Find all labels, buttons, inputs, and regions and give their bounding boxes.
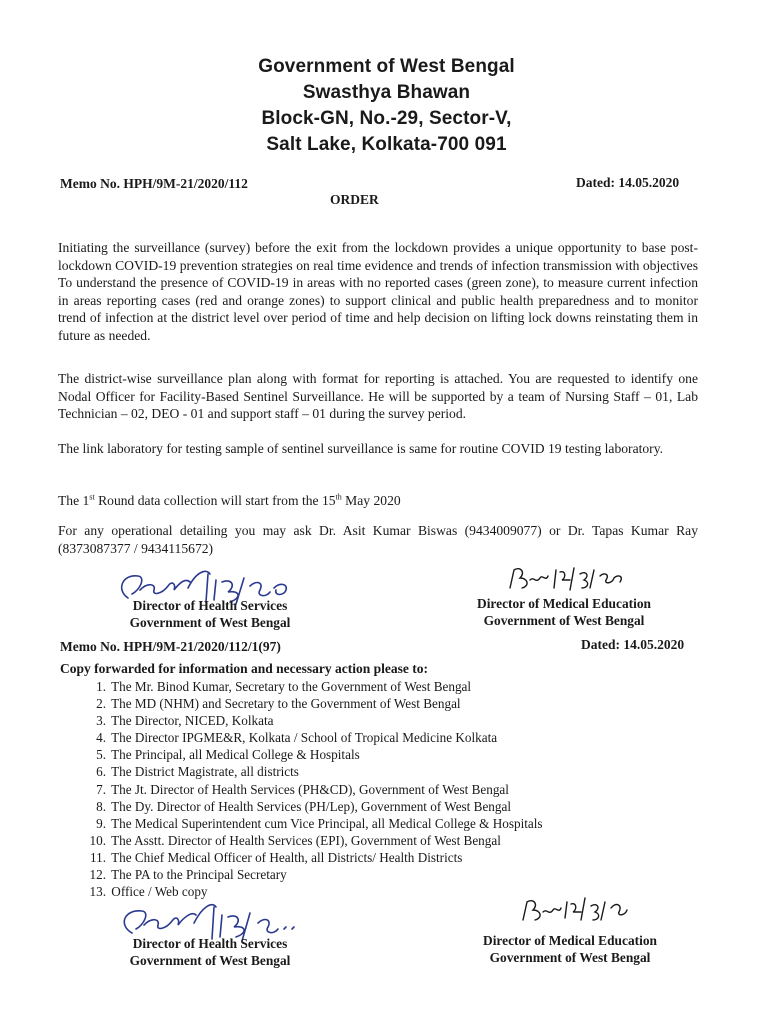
paragraph-round-start: The 1st Round data collection will start from the 15th May 2020 [58,492,401,508]
letterhead-city: Salt Lake, Kolkata-700 091 [266,134,507,155]
signatory-organization: Government of West Bengal [129,615,291,630]
memo-number-copy: Memo No. HPH/9M-21/2020/112/1(97) [60,639,281,654]
list-item: 7. The Jt. Director of Health Services (PH&CD), Government of West Bengal [96,781,509,797]
list-item: 9. The Medical Superintendent cum Vice Principal, all Medical College & Hospitals [96,815,543,831]
signature-block-dhs-copy [110,935,310,969]
memo-date-copy: Dated: 14.05.2020 [581,637,685,652]
signatory-organization: Government of West Bengal [483,613,645,628]
signature-block-dme-copy [462,932,678,966]
list-item: 4. The Director IPGME&R, Kolkata / School of Tropical Medicine Kolkata [96,730,498,746]
list-item: 13. Office / Web copy [89,884,208,900]
signatory-title: Director of Medical Education [477,596,651,611]
list-item: 6. The District Magistrate, all districts [96,764,299,780]
signatory-title: Director of Health Services [132,936,288,951]
paragraph-surveillance-objectives: Initiating the surveillance (survey) before the exit from the lockdown provides a unique opportunity to base post-lockdown COVID-19 prevention strategies on real time evidence and trends of infection transmission with objectives To understand the presence of COVID-19 in areas with no reported cases (green zone), to measure current infection in areas reporting cases (red and orange zones) to support clinical and public health preparedness and to monitor trend of infection at the district level over period of time and help decision on lifting lock downs reinstating them in future as needed. [58,240,698,343]
signatory-organization: Government of West Bengal [489,950,651,965]
list-item: 1. The Mr. Binod Kumar, Secretary to the Government of West Bengal [96,679,472,694]
copy-forwarded-heading: Copy forwarded for information and necessary action please to: [60,661,428,676]
letterhead-government: Government of West Bengal [258,56,515,77]
signature-dme-2 [515,888,635,928]
list-item: 5. The Principal, all Medical College & Hospitals [96,747,360,763]
list-item: 12. The PA to the Principal Secretary [89,867,287,883]
list-item: 8. The Dy. Director of Health Services (PH/Lep), Government of West Bengal [96,798,511,814]
signature-block-dme [456,595,672,629]
letterhead-building: Swasthya Bhawan [302,82,471,103]
order-title: ORDER [330,192,379,207]
signatory-title: Director of Health Services [132,598,288,613]
signature-block-dhs [110,597,310,631]
list-item: 3. The Director, NICED, Kolkata [96,713,274,729]
signatory-title: Director of Medical Education [483,933,657,948]
copy-recipient-list [82,678,543,900]
memo-date: Dated: 14.05.2020 [576,175,680,190]
letterhead [0,54,770,158]
memo-number: Memo No. HPH/9M-21/2020/112 [60,176,248,191]
paragraph-link-laboratory: The link laboratory for testing sample of sentinel surveillance is same for routine COVID 19 testing laboratory. [58,441,664,456]
paragraph-surveillance-plan: The district-wise surveillance plan along with format for reporting is attached. You are requested to identify one Nodal Officer for Facility-Based Sentinel Surveillance. He will be supported by a team of Nursing Staff – 01, Lab Technician – 02, DEO - 01 and support staff – 01 during the survey period. [58,371,698,422]
list-item: 11. The Chief Medical Officer of Health, all Districts/ Health Districts [90,849,463,865]
signatory-organization: Government of West Bengal [129,953,291,968]
paragraph-contacts: For any operational detailing you may ask Dr. Asit Kumar Biswas (9434009077) or Dr. Tapas Kumar Ray (8373087377 / 9434115672) [58,523,698,556]
signature-dme-1 [500,558,640,598]
list-item: 10. The Asstt. Director of Health Services (EPI), Government of West Bengal [89,832,501,848]
list-item: 2. The MD (NHM) and Secretary to the Government of West Bengal [96,696,461,712]
letterhead-block: Block-GN, No.-29, Sector-V, [261,108,512,129]
